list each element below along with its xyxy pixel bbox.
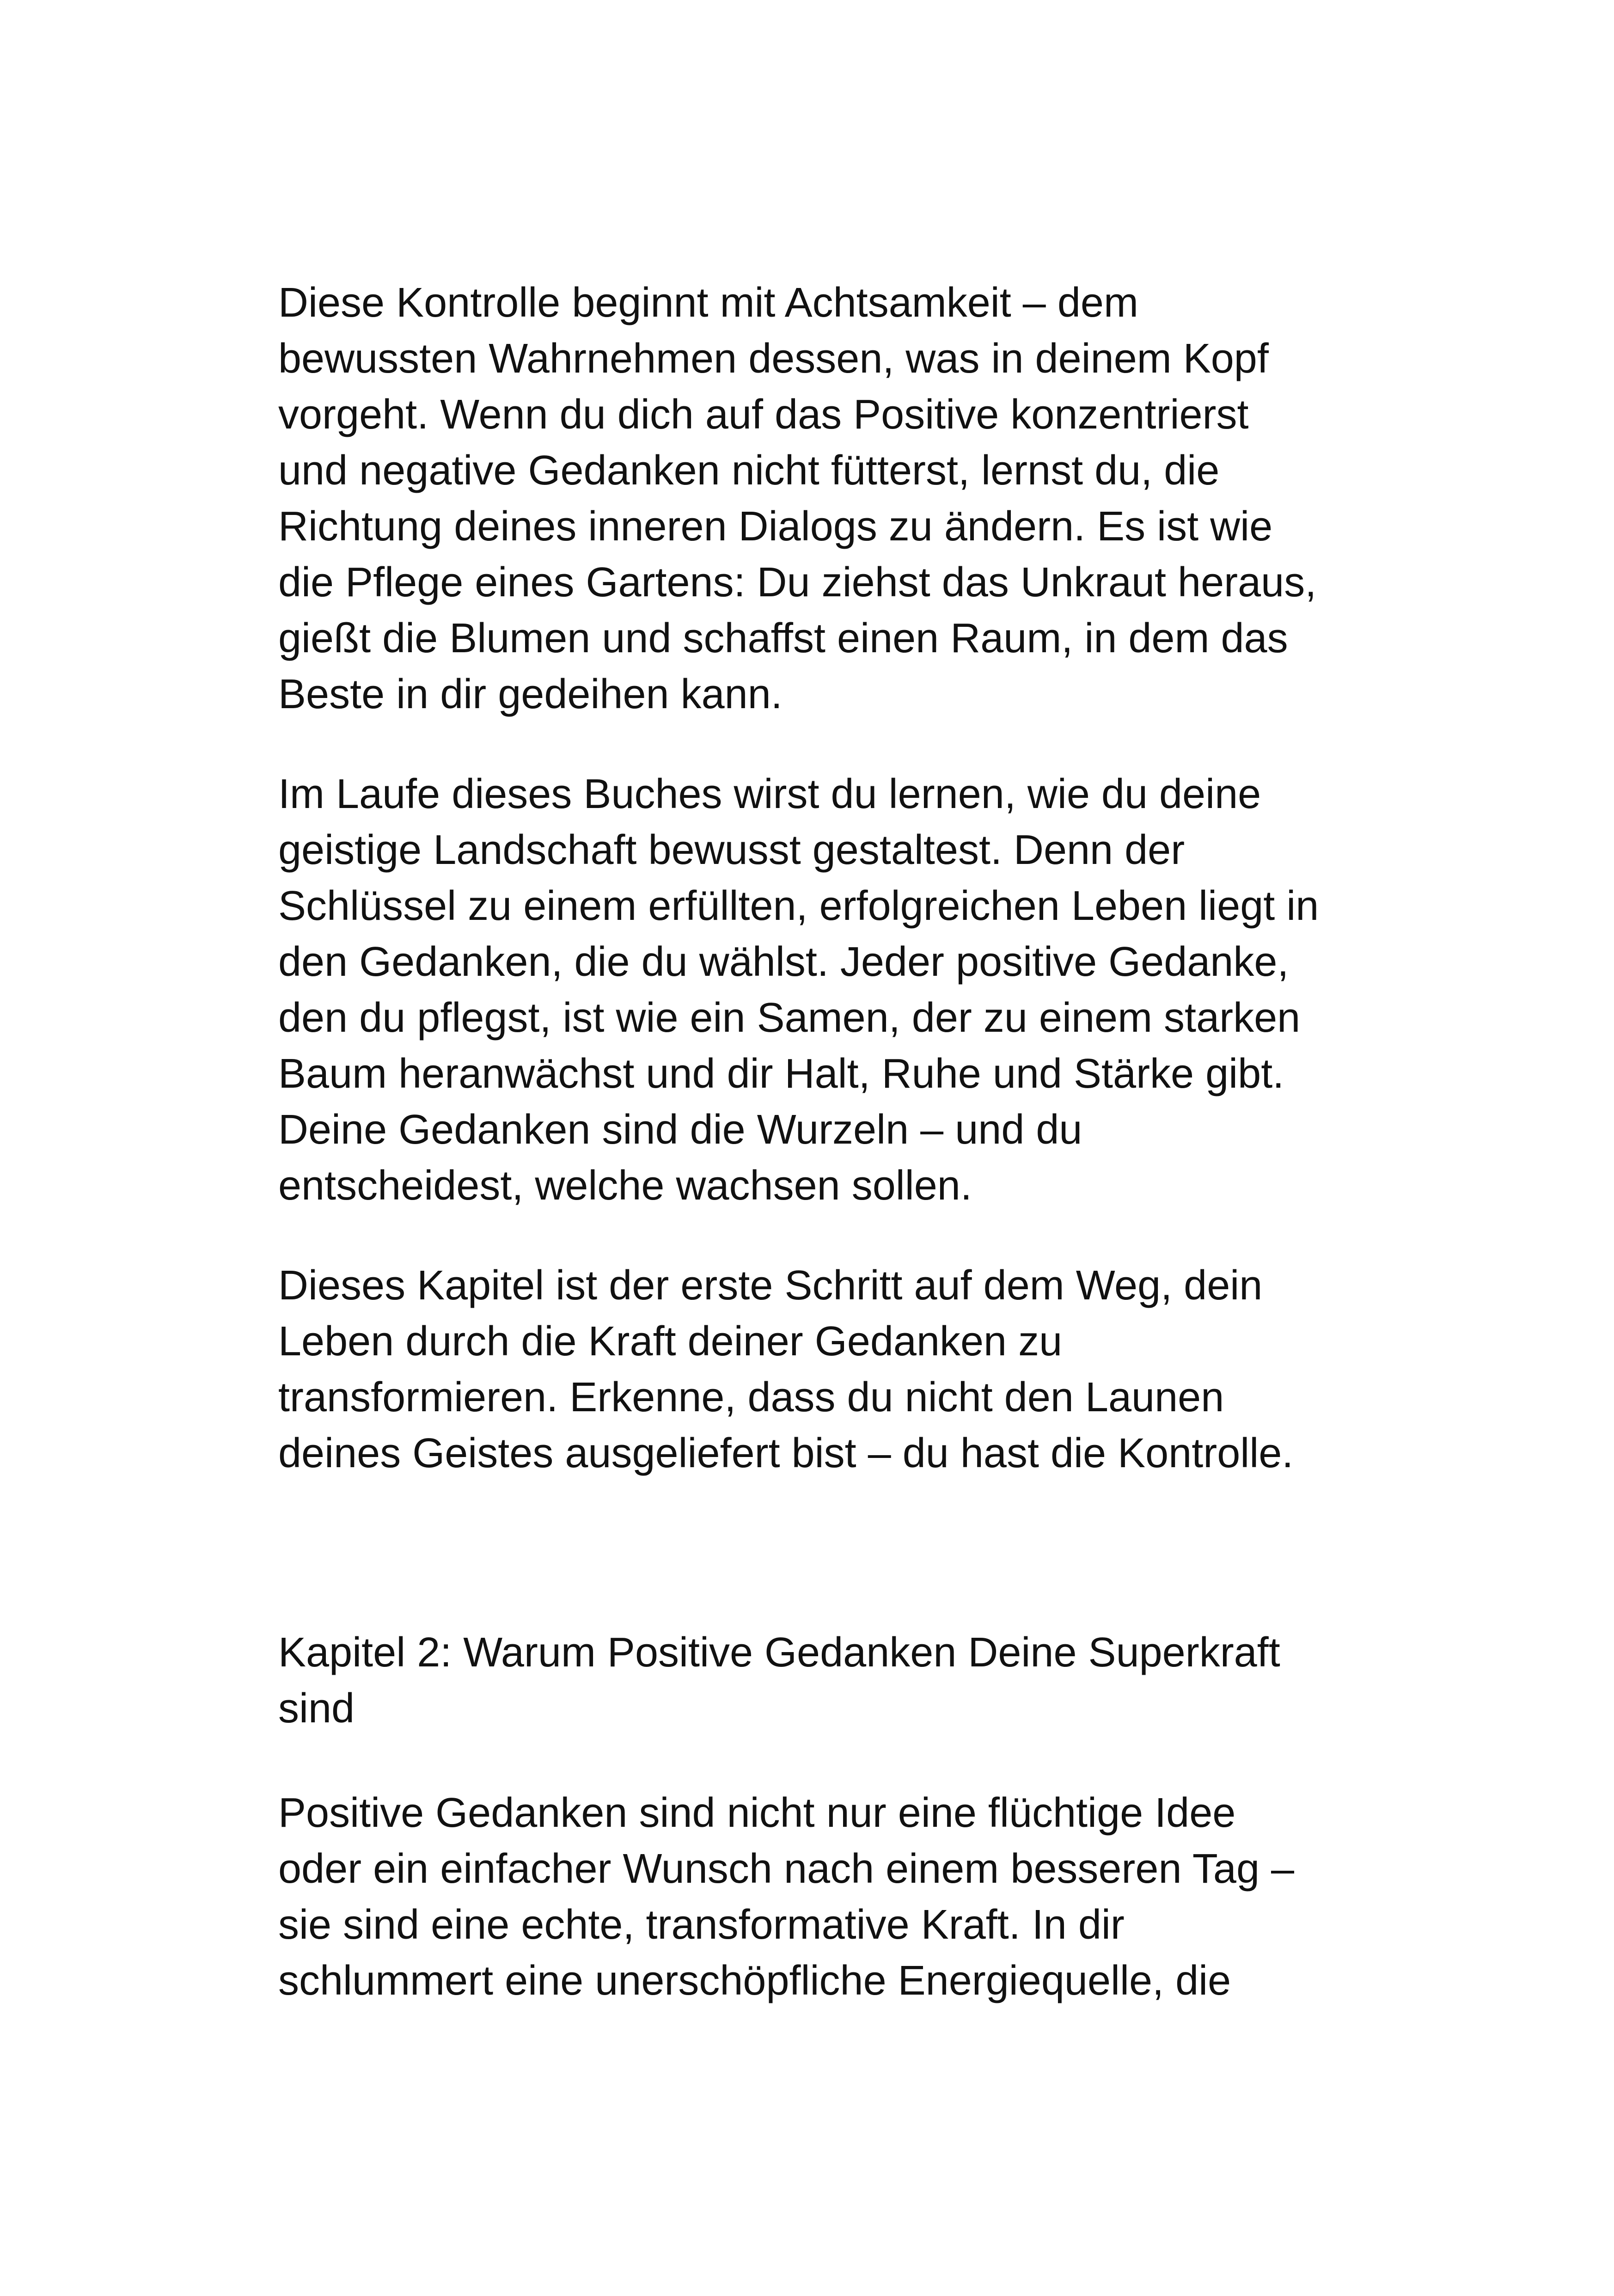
paragraph-mindfulness: Diese Kontrolle beginnt mit Achtsamkeit – dem bewussten Wahrnehmen dessen, was in deinem Kopf vorgeht. Wenn du dich auf das Positive konzentrierst und negative Gedanken nicht fütterst, lernst du, die Richtung deines inneren Dialogs zu ändern. Es ist wie die Pflege eines Gartens: Du ziehst das Unkraut heraus, gießt die Blumen und schaffst einen Raum, in dem das Beste in dir gedeihen kann. [278,280,1317,717]
paragraph-chapter-intro: Positive Gedanken sind nicht nur eine flüchtige Idee oder ein einfacher Wunsch nach einem besseren Tag – sie sind eine echte, transformative Kraft. In dir schlummert eine unerschöpfliche Energiequelle, die [278,1790,1295,2004]
document-page [278,275,1355,2009]
paragraph-mental-landscape: Im Laufe dieses Buches wirst du lernen, wie du deine geistige Landschaft bewusst gestaltest. Denn der Schlüssel zu einem erfüllten, erfolgreichen Leben liegt in den Gedanken, die du wählst. Jeder positive Gedanke, den du pflegst, ist wie ein Samen, der zu einem starken Baum heranwächst und dir Halt, Ruhe und Stärke gibt. Deine Gedanken sind die Wurzeln – und du entscheidest, welche wachsen sollen. [278,771,1319,1209]
chapter-heading: Kapitel 2: Warum Positive Gedanken Deine Superkraft sind [278,1629,1280,1732]
paragraph-chapter-conclusion: Dieses Kapitel ist der erste Schritt auf dem Weg, dein Leben durch die Kraft deiner Gedanken zu transformieren. Erkenne, dass du nicht den Launen deines Geistes ausgeliefert bist – du hast die Kontrolle. [278,1262,1294,1476]
